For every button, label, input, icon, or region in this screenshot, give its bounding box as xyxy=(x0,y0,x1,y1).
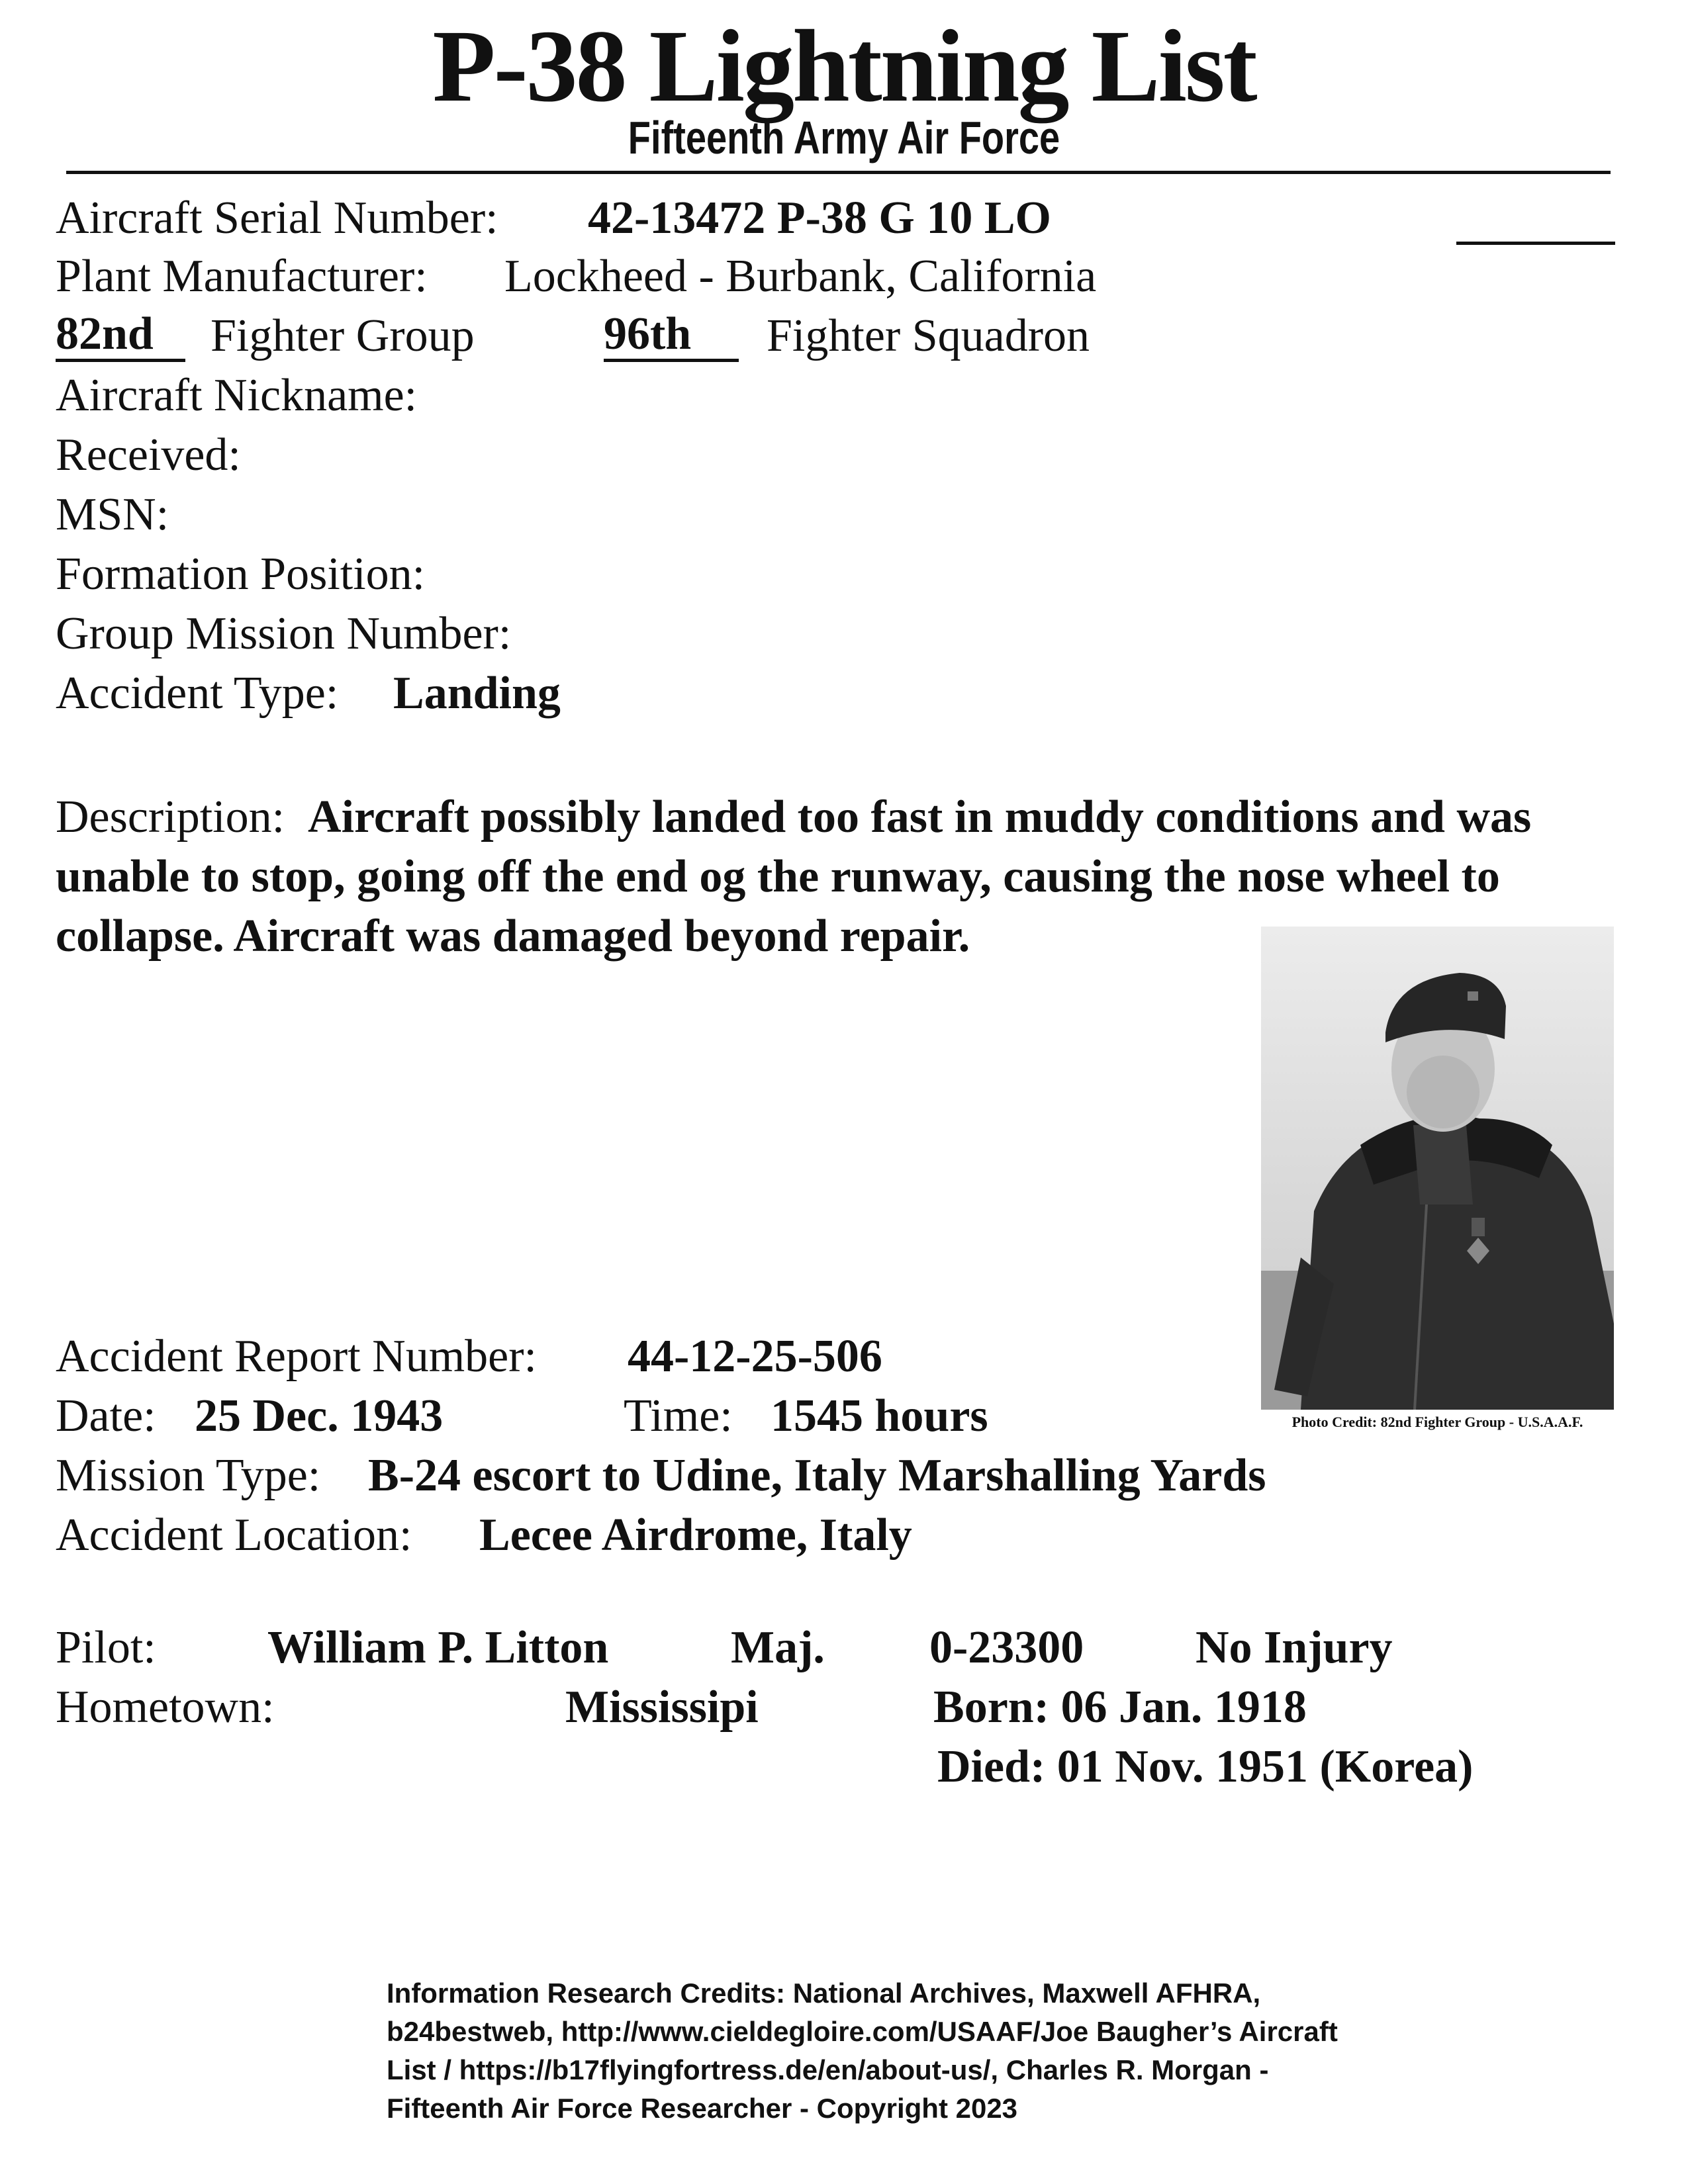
accident-type-label: Accident Type: xyxy=(56,668,339,719)
squadron-number-field xyxy=(604,310,739,362)
date-label: Date: xyxy=(56,1390,156,1441)
accident-location-label: Accident Location: xyxy=(56,1510,412,1561)
pilot-serial: 0-23300 xyxy=(929,1622,1084,1673)
group-mission-number-label: Group Mission Number: xyxy=(56,608,512,659)
serial-number-label: Aircraft Serial Number: xyxy=(56,193,498,244)
hometown-value: Mississipi xyxy=(565,1682,759,1733)
pilot-born: Born: 06 Jan. 1918 xyxy=(933,1682,1307,1733)
pilot-rank: Maj. xyxy=(731,1622,825,1673)
report-number-value: 44-12-25-506 xyxy=(628,1331,882,1382)
group-number-value: 82nd xyxy=(56,310,185,362)
mission-type-value: B-24 escort to Udine, Italy Marshalling Yards xyxy=(368,1450,1266,1501)
mission-type-label: Mission Type: xyxy=(56,1450,321,1501)
manufacturer-value: Lockheed - Burbank, California xyxy=(504,251,1097,302)
description-text: Aircraft possibly landed too fast in muddy conditions and was unable to stop, going off the end og the runway, causing the nose wheel to collapse. Aircraft was damaged beyond repair. xyxy=(56,792,1532,962)
formation-position-label: Formation Position: xyxy=(56,549,426,600)
report-number-label: Accident Report Number: xyxy=(56,1331,538,1382)
accident-location-value: Lecee Airdrome, Italy xyxy=(479,1510,912,1561)
accident-type-value: Landing xyxy=(393,668,561,719)
pilot-photo xyxy=(1261,927,1614,1410)
pilot-status: No Injury xyxy=(1196,1622,1393,1673)
pilot-label: Pilot: xyxy=(56,1622,156,1673)
pilot-died: Died: 01 Nov. 1951 (Korea) xyxy=(937,1741,1474,1792)
hometown-label: Hometown: xyxy=(56,1682,275,1733)
header-divider xyxy=(66,171,1611,174)
fighter-group-label: Fighter Group xyxy=(211,310,475,361)
date-value: 25 Dec. 1943 xyxy=(195,1390,444,1441)
page-title: P-38 Lightning List xyxy=(432,9,1256,123)
time-label: Time: xyxy=(624,1390,733,1441)
time-value: 1545 hours xyxy=(771,1390,988,1441)
manufacturer-label: Plant Manufacturer: xyxy=(56,251,428,302)
serial-number-value: 42-13472 P-38 G 10 LO xyxy=(588,193,1051,244)
research-credits: Information Research Credits: National Archives, Maxwell AFHRA, b24bestweb, http://www.cieldegloire.com/USAAF/Joe Baugher’s Aircraft List / https://b17flyingfortress.de/en/about-us/, Charles R. Morgan - Fifteenth Air Force Researcher - Copyright 2023 xyxy=(387,1978,1338,2124)
serial-blank-line xyxy=(1456,242,1615,245)
fighter-squadron-label: Fighter Squadron xyxy=(767,310,1090,361)
page-subtitle: Fifteenth Army Air Force xyxy=(628,112,1060,163)
group-number-field xyxy=(56,310,185,362)
photo-credit: Photo Credit: 82nd Fighter Group - U.S.A.A.F. xyxy=(1291,1414,1583,1430)
received-label: Received: xyxy=(56,430,241,480)
description-label: Description: xyxy=(56,792,285,842)
nickname-label: Aircraft Nickname: xyxy=(56,370,418,421)
msn-label: MSN: xyxy=(56,489,169,540)
squadron-number-value: 96th xyxy=(604,310,739,362)
pilot-name: William P. Litton xyxy=(267,1622,609,1673)
